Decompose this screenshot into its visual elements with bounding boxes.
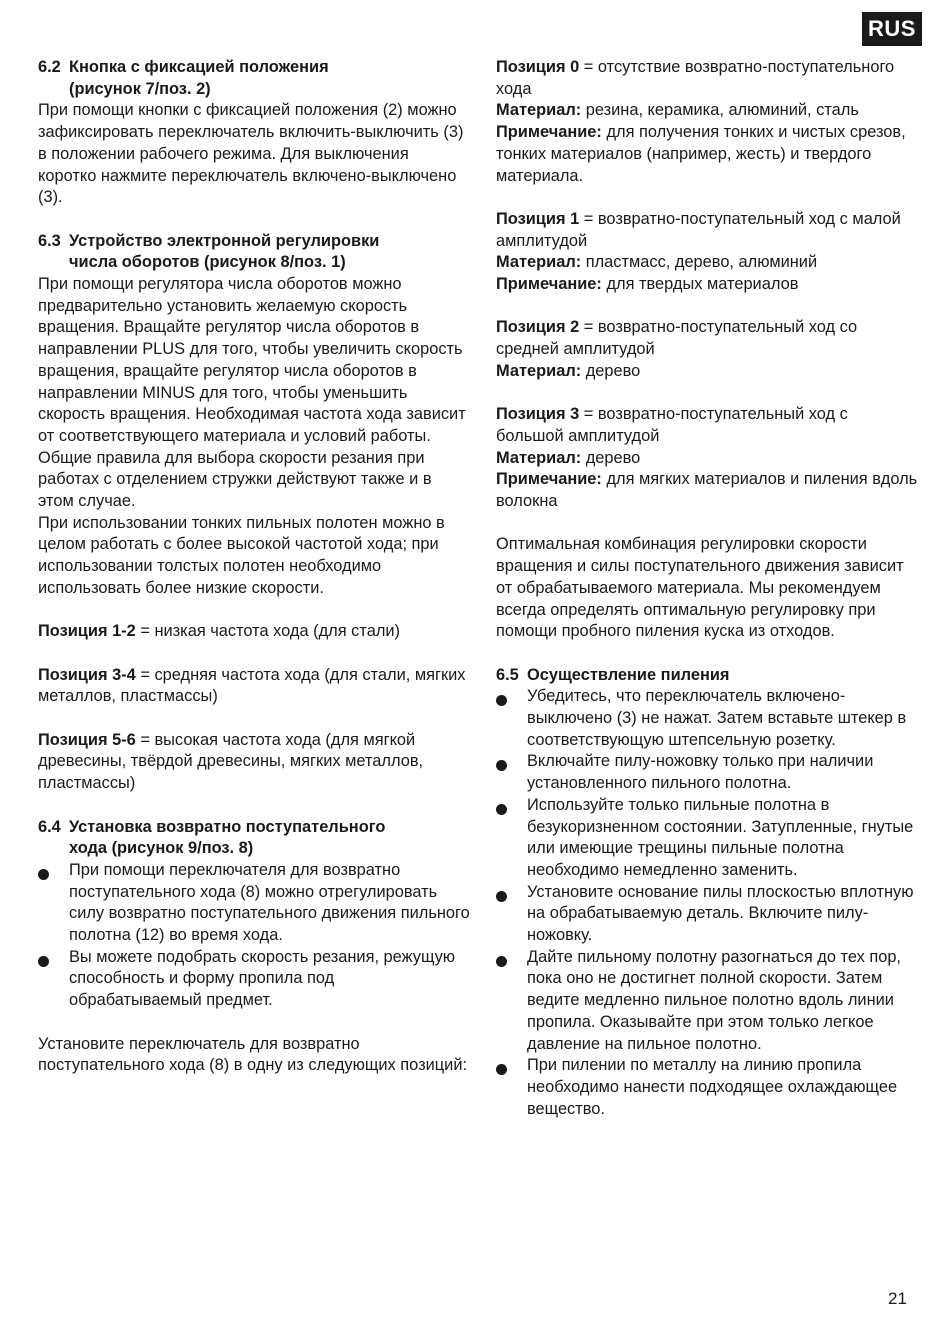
position-text: = высокая частота хода (для мягкой древесины, твёрдой древесины, мягких металлов, пластмассы) bbox=[38, 730, 424, 793]
list-item-text: Убедитесь, что переключатель включено-выключено (3) не нажат. Затем вставьте штекер в соответствующую штепсельную розетку. bbox=[527, 687, 907, 749]
stroke-position-0 bbox=[496, 57, 920, 187]
list-item bbox=[496, 795, 920, 882]
section-title-continuation: (рисунок 7/поз. 2) bbox=[69, 79, 211, 98]
list-item-text: Используйте только пильные полотна в безукоризненном состоянии. Затупленные, гнутые или имеющие трещины пильные полотна необходимо немедленно заменить. bbox=[527, 795, 914, 879]
material-text: пластмасс, дерево, алюминий bbox=[581, 253, 818, 272]
stroke-position-3 bbox=[496, 404, 920, 513]
section-6-2-heading bbox=[38, 57, 470, 100]
section-6-5-bullet-list bbox=[496, 686, 920, 1120]
note-text: для твердых материалов bbox=[601, 275, 799, 294]
section-number: 6.2 bbox=[38, 58, 61, 76]
optimal-combination-paragraph: Оптимальная комбинация регулировки скорости вращения и силы поступательного движения зависит от обрабатываемого материала. Мы рекомендуем всегда определять оптимальную регулировку при помощи пробного пиления куска из отходов. bbox=[496, 535, 904, 641]
note-text: для получения тонких и чистых срезов, тонких материалов (например, жесть) и твердого материала. bbox=[496, 123, 906, 185]
section-number: 6.4 bbox=[38, 817, 61, 836]
material-label: Материал: bbox=[496, 448, 582, 467]
section-title-continuation: числа оборотов (рисунок 8/поз. 1) bbox=[69, 253, 346, 272]
speed-position-item bbox=[38, 621, 470, 643]
position-text: = отсутствие возвратно-поступательного хода bbox=[496, 58, 895, 98]
section-title: Кнопка с фиксацией положения bbox=[69, 58, 329, 76]
section-6-4-heading bbox=[38, 817, 470, 860]
section-6-3-paragraph: Общие правила для выбора скорости резания при работах с отделением стружки действуют также и в этом случае. bbox=[38, 448, 432, 511]
bullet-icon bbox=[496, 804, 507, 815]
stroke-position-2 bbox=[496, 317, 920, 382]
section-number: 6.3 bbox=[38, 231, 61, 250]
material-label: Материал: bbox=[496, 361, 582, 380]
material-text: дерево bbox=[581, 361, 641, 380]
right-column bbox=[496, 57, 920, 1120]
section-6-3-paragraph: При использовании тонких пильных полотен можно в целом работать с более высокой частотой хода; при использовании толстых полотен необходимо использовать более низкие скорости. bbox=[38, 513, 445, 597]
list-item bbox=[496, 751, 920, 794]
note-label: Примечание: bbox=[496, 275, 602, 294]
position-text: = низкая частота хода (для стали) bbox=[135, 622, 400, 641]
position-text: = возвратно-поступательный ход с большой амплитудой bbox=[496, 405, 848, 445]
material-text: дерево bbox=[581, 448, 641, 467]
bullet-icon bbox=[496, 1064, 507, 1075]
section-title: Осуществление пиления bbox=[527, 665, 730, 684]
list-item bbox=[38, 947, 470, 1012]
section-6-5-heading bbox=[496, 665, 920, 687]
section-6-3-heading bbox=[38, 231, 470, 274]
speed-position-item bbox=[38, 665, 470, 708]
bullet-icon bbox=[38, 956, 49, 967]
section-6-2-body: При помощи кнопки с фиксацией положения (2) можно зафиксировать переключатель включить-выключить (3) в положении рабочего режима. Для выключения коротко нажмите переключатель включено-выключено (3). bbox=[38, 101, 464, 207]
list-item-text: Установите основание пилы плоскостью вплотную на обрабатываемую деталь. Включите пилу-ножовку. bbox=[527, 882, 914, 945]
material-label: Материал: bbox=[496, 253, 582, 272]
note-label: Примечание: bbox=[496, 470, 602, 489]
section-6-3-paragraph: При помощи регулятора числа оборотов можно предварительно установить желаемую скорость вращения. Вращайте регулятор числа оборотов в направлении PLUS для того, чтобы увеличить скорость вращения, вращайте регулятор числа оборотов в направлении MINUS для того, чтобы уменьшить скорость вращения. Необходимая частота хода зависит от соответствующего материала и условий работы. bbox=[38, 275, 466, 445]
bullet-icon bbox=[496, 891, 507, 902]
material-text: резина, керамика, алюминий, сталь bbox=[581, 101, 859, 120]
bullet-icon bbox=[496, 956, 507, 967]
section-title: Устройство электронной регулировки bbox=[69, 231, 380, 250]
section-title-continuation: хода (рисунок 9/поз. 8) bbox=[69, 839, 254, 858]
position-label: Позиция 1 bbox=[496, 209, 580, 228]
note-text: для мягких материалов и пиления вдоль волокна bbox=[496, 470, 918, 511]
position-label: Позиция 3-4 bbox=[38, 665, 136, 684]
section-title: Установка возвратно поступательного bbox=[69, 817, 386, 836]
list-item bbox=[38, 860, 470, 947]
stroke-position-1 bbox=[496, 209, 920, 296]
left-column bbox=[38, 57, 470, 1077]
list-item bbox=[496, 882, 920, 947]
position-label: Позиция 0 bbox=[496, 58, 580, 76]
position-label: Позиция 3 bbox=[496, 405, 580, 424]
bullet-icon bbox=[38, 869, 49, 880]
language-badge: RUS bbox=[862, 12, 922, 46]
position-text: = средняя частота хода (для стали, мягких металлов, пластмассы) bbox=[38, 665, 466, 706]
section-6-4-bullet-list bbox=[38, 860, 470, 1012]
list-item-text: При пилении по металлу на линию пропила необходимо нанести подходящее охлаждающее вещество. bbox=[527, 1056, 898, 1118]
list-item-text: При помощи переключателя для возвратно поступательного хода (8) можно отрегулировать силу возвратно поступательного движения пильного полотна (12) во время хода. bbox=[69, 860, 470, 945]
position-label: Позиция 5-6 bbox=[38, 730, 136, 749]
list-item-text: Дайте пильному полотну разогнаться до тех пор, пока оно не достигнет полной скорости. Затем ведите медленно пильное полотно вдоль линии пропила. Оказывайте при этом только легкое давление на пильное полотно. bbox=[527, 947, 901, 1053]
speed-position-item bbox=[38, 730, 470, 795]
list-item bbox=[496, 947, 920, 1056]
list-item bbox=[496, 686, 920, 751]
bullet-icon bbox=[496, 760, 507, 771]
list-item-text: Вы можете подобрать скорость резания, режущую способность и форму пропила под обрабатываемый предмет. bbox=[69, 947, 456, 1010]
position-text: = возвратно-поступательный ход с малой амплитудой bbox=[496, 209, 901, 250]
list-item bbox=[496, 1055, 920, 1120]
section-number: 6.5 bbox=[496, 665, 519, 684]
bullet-icon bbox=[496, 695, 507, 706]
list-item-text: Включайте пилу-ножовку только при наличии установленного пильного полотна. bbox=[527, 752, 874, 793]
section-6-4-closing: Установите переключатель для возвратно поступательного хода (8) в одну из следующих позиций: bbox=[38, 1034, 468, 1075]
page-number: 21 bbox=[888, 1289, 907, 1308]
material-label: Материал: bbox=[496, 101, 582, 120]
position-label: Позиция 1-2 bbox=[38, 622, 136, 641]
note-label: Примечание: bbox=[496, 123, 602, 142]
position-label: Позиция 2 bbox=[496, 318, 580, 337]
position-text: = возвратно-поступательный ход со средней амплитудой bbox=[496, 318, 858, 359]
